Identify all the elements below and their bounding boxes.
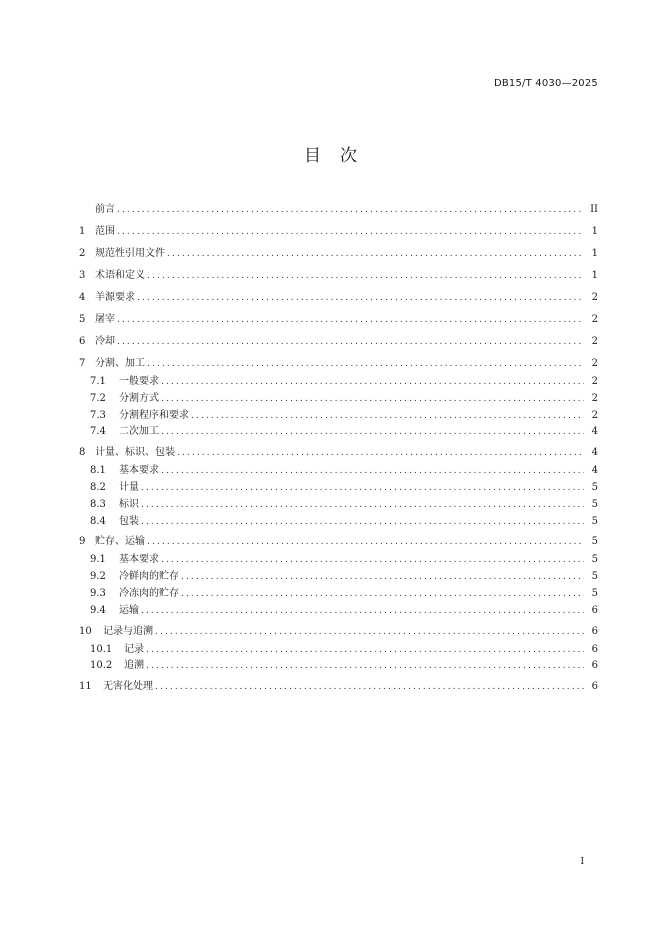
toc-entry-page: 2 bbox=[591, 409, 598, 421]
toc-entry-number: 5 bbox=[79, 314, 86, 325]
toc-entry-number: 9.3 bbox=[90, 587, 106, 599]
toc-entry[interactable] bbox=[79, 310, 598, 332]
toc-entry-label: 二次加工 bbox=[119, 426, 159, 438]
toc-entry-page: 2 bbox=[591, 336, 598, 347]
toc-title: 目 次 bbox=[304, 146, 358, 166]
toc-entry-page: 6 bbox=[591, 681, 598, 693]
toc-dot-leader bbox=[141, 482, 584, 494]
toc-entry-label: 包装 bbox=[119, 515, 139, 527]
toc-entry-page: 5 bbox=[591, 554, 598, 566]
toc-entry-number: 7.3 bbox=[90, 409, 106, 421]
toc-entry-number: 8.4 bbox=[90, 515, 106, 527]
toc-entry-page: 5 bbox=[591, 571, 598, 583]
toc-dot-leader bbox=[147, 536, 584, 548]
toc-entry-number: 8.1 bbox=[90, 465, 106, 477]
page-number: I bbox=[580, 857, 584, 867]
toc-entry-label: 一般要求 bbox=[119, 376, 159, 387]
toc-dot-leader bbox=[181, 571, 584, 583]
toc-entry[interactable] bbox=[79, 354, 598, 376]
toc-entry-number: 10.2 bbox=[90, 660, 113, 672]
toc-entry-number: 9.2 bbox=[90, 571, 106, 583]
toc-entry-label: 范围 bbox=[95, 226, 115, 237]
table-of-contents bbox=[79, 200, 598, 699]
toc-entry-label: 冷冻肉的贮存 bbox=[119, 587, 179, 599]
toc-entry-number: 2 bbox=[79, 248, 86, 259]
toc-entry-number: 9 bbox=[79, 536, 86, 548]
toc-entry[interactable] bbox=[79, 532, 598, 554]
toc-entry-page: 4 bbox=[591, 447, 598, 459]
toc-dot-leader bbox=[137, 292, 584, 304]
toc-dot-leader bbox=[155, 626, 584, 638]
toc-entry-page: 4 bbox=[591, 465, 598, 477]
toc-entry[interactable] bbox=[79, 571, 598, 588]
toc-entry-number: 10 bbox=[79, 625, 92, 637]
toc-entry-number: 7.1 bbox=[90, 376, 106, 387]
toc-entry-page: 2 bbox=[591, 392, 598, 404]
toc-entry-number: 11 bbox=[79, 681, 92, 693]
toc-entry-page: 6 bbox=[591, 643, 598, 655]
toc-entry-page: 2 bbox=[591, 292, 598, 303]
toc-dot-leader bbox=[147, 358, 584, 370]
toc-entry[interactable] bbox=[79, 660, 598, 677]
toc-entry-page: 5 bbox=[591, 587, 598, 599]
toc-entry-label: 无害化处理 bbox=[103, 681, 153, 693]
toc-entry[interactable] bbox=[79, 605, 598, 622]
toc-entry-number: 8.2 bbox=[90, 481, 106, 493]
toc-entry-page: 1 bbox=[591, 248, 598, 259]
toc-entry[interactable] bbox=[79, 332, 598, 354]
toc-entry-label: 冷鲜肉的贮存 bbox=[119, 571, 179, 583]
toc-dot-leader bbox=[161, 393, 584, 405]
toc-entry-page: 1 bbox=[591, 270, 598, 281]
toc-entry-label: 冷却 bbox=[95, 336, 115, 347]
toc-dot-leader bbox=[161, 465, 584, 477]
toc-dot-leader bbox=[191, 410, 584, 422]
toc-entry-number: 7.4 bbox=[90, 426, 106, 438]
toc-entry-label: 分割程序和要求 bbox=[119, 409, 189, 421]
toc-entry-page: 6 bbox=[591, 625, 598, 637]
toc-entry-label: 分割、加工 bbox=[95, 358, 145, 369]
toc-entry-label: 贮存、运输 bbox=[95, 536, 145, 548]
toc-entry-label: 记录与追溯 bbox=[103, 625, 153, 637]
toc-entry[interactable] bbox=[79, 677, 598, 699]
toc-entry[interactable] bbox=[79, 426, 598, 443]
toc-dot-leader bbox=[141, 516, 584, 528]
toc-dot-leader bbox=[177, 447, 584, 459]
toc-entry-page: 2 bbox=[591, 376, 598, 387]
toc-entry-label: 标识 bbox=[119, 498, 139, 510]
toc-entry-label: 羊源要求 bbox=[95, 292, 135, 303]
toc-entry-label: 术语和定义 bbox=[95, 270, 145, 281]
toc-entry-page: 5 bbox=[591, 536, 598, 548]
toc-entry[interactable] bbox=[79, 499, 598, 516]
toc-entry[interactable] bbox=[79, 644, 598, 661]
toc-entry-page: 2 bbox=[591, 358, 598, 369]
toc-entry-page: 6 bbox=[591, 660, 598, 672]
toc-dot-leader bbox=[161, 376, 584, 388]
toc-dot-leader bbox=[167, 248, 584, 260]
toc-entry-number: 4 bbox=[79, 292, 86, 303]
toc-entry-number: 7 bbox=[79, 358, 86, 369]
toc-dot-leader bbox=[117, 204, 584, 216]
toc-entry-label: 分割方式 bbox=[119, 392, 159, 404]
toc-entry[interactable] bbox=[79, 200, 598, 222]
toc-entry-label: 规范性引用文件 bbox=[95, 248, 165, 259]
toc-entry[interactable] bbox=[79, 443, 598, 465]
toc-dot-leader bbox=[117, 226, 584, 238]
toc-entry-label: 基本要求 bbox=[119, 465, 159, 477]
toc-dot-leader bbox=[146, 644, 584, 656]
toc-entry-page: 2 bbox=[591, 314, 598, 325]
toc-entry-page: II bbox=[590, 204, 598, 215]
toc-entry-label: 计量、标识、包装 bbox=[95, 447, 175, 459]
toc-entry-label: 屠宰 bbox=[95, 314, 115, 325]
toc-entry[interactable] bbox=[79, 622, 598, 644]
toc-entry[interactable] bbox=[79, 410, 598, 427]
toc-dot-leader bbox=[181, 588, 584, 600]
toc-dot-leader bbox=[161, 554, 584, 566]
toc-entry-page: 1 bbox=[591, 226, 598, 237]
toc-entry-page: 4 bbox=[591, 426, 598, 438]
toc-entry[interactable] bbox=[79, 222, 598, 244]
toc-entry-label: 运输 bbox=[119, 604, 139, 616]
toc-dot-leader bbox=[141, 499, 584, 511]
toc-entry[interactable] bbox=[79, 465, 598, 482]
toc-entry-label: 前言 bbox=[95, 204, 115, 215]
toc-entry-label: 记录 bbox=[124, 643, 144, 655]
toc-entry-number: 3 bbox=[79, 270, 86, 281]
toc-dot-leader bbox=[146, 660, 584, 672]
toc-dot-leader bbox=[161, 426, 584, 438]
toc-entry-number: 9.1 bbox=[90, 554, 106, 566]
toc-entry[interactable] bbox=[79, 554, 598, 571]
toc-entry-number: 6 bbox=[79, 336, 86, 347]
toc-entry-page: 5 bbox=[591, 498, 598, 510]
toc-entry-number: 8.3 bbox=[90, 498, 106, 510]
toc-entry-label: 基本要求 bbox=[119, 554, 159, 566]
toc-entry-label: 追溯 bbox=[124, 660, 144, 672]
toc-dot-leader bbox=[117, 336, 584, 348]
toc-entry-number: 1 bbox=[79, 226, 86, 237]
toc-entry[interactable] bbox=[79, 482, 598, 499]
toc-entry-number: 8 bbox=[79, 447, 86, 459]
toc-entry[interactable] bbox=[79, 244, 598, 266]
toc-entry-number: 9.4 bbox=[90, 604, 106, 616]
toc-entry-page: 5 bbox=[591, 481, 598, 493]
toc-dot-leader bbox=[141, 605, 584, 617]
toc-dot-leader bbox=[117, 314, 584, 326]
toc-entry[interactable] bbox=[79, 516, 598, 533]
toc-entry[interactable] bbox=[79, 393, 598, 410]
toc-dot-leader bbox=[155, 681, 584, 693]
toc-entry-page: 5 bbox=[591, 515, 598, 527]
toc-entry[interactable] bbox=[79, 376, 598, 393]
toc-entry-label: 计量 bbox=[119, 481, 139, 493]
toc-entry[interactable] bbox=[79, 288, 598, 310]
toc-entry-number: 7.2 bbox=[90, 392, 106, 404]
toc-entry[interactable] bbox=[79, 266, 598, 288]
toc-entry-page: 6 bbox=[591, 604, 598, 616]
toc-entry[interactable] bbox=[79, 588, 598, 605]
toc-entry-number: 10.1 bbox=[90, 643, 113, 655]
toc-dot-leader bbox=[147, 270, 584, 282]
standard-number: DB15/T 4030—2025 bbox=[493, 78, 598, 89]
